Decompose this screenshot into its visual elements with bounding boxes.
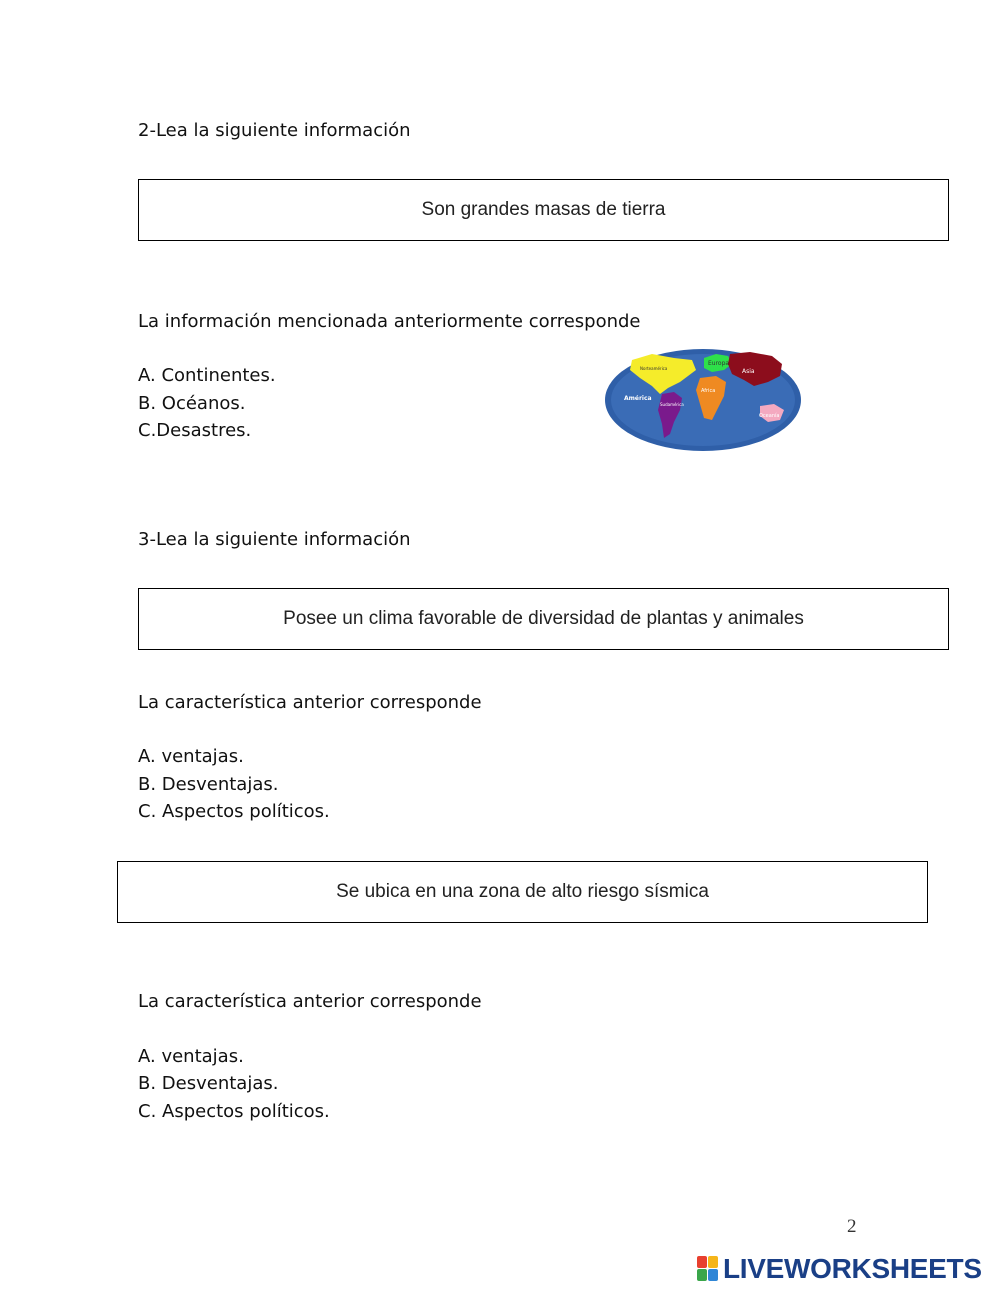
world-map-image bbox=[604, 348, 802, 452]
q3-info-text: Posee un clima favorable de diversidad de plantas y animales bbox=[283, 608, 804, 629]
q4-info-box bbox=[117, 861, 928, 923]
q4-info-text: Se ubica en una zona de alto riesgo sísmica bbox=[336, 881, 709, 902]
q4-option-c[interactable]: C. Aspectos políticos. bbox=[138, 1101, 330, 1122]
q3-option-a[interactable]: A. ventajas. bbox=[138, 746, 244, 767]
map-label-norteamerica: Norteamérica bbox=[640, 366, 668, 371]
liveworksheets-text: LIVEWORKSHEETS bbox=[723, 1253, 982, 1284]
q2-option-b[interactable]: B. Océanos. bbox=[138, 393, 246, 414]
q2-prompt: La información mencionada anteriormente corresponde bbox=[138, 311, 641, 332]
map-label-africa: Africa bbox=[701, 388, 716, 394]
q4-prompt: La característica anterior corresponde bbox=[138, 991, 482, 1012]
map-label-sudamerica: Sudamérica bbox=[660, 402, 684, 407]
q3-prompt: La característica anterior corresponde bbox=[138, 692, 482, 713]
q2-heading: 2-Lea la siguiente información bbox=[138, 120, 411, 141]
q3-info-box bbox=[138, 588, 949, 650]
map-label-oceania: Oceanía bbox=[759, 413, 780, 419]
q4-option-b[interactable]: B. Desventajas. bbox=[138, 1073, 279, 1094]
q2-option-c[interactable]: C.Desastres. bbox=[138, 420, 252, 441]
q3-option-b[interactable]: B. Desventajas. bbox=[138, 774, 279, 795]
liveworksheets-icon bbox=[697, 1256, 719, 1282]
q2-info-box bbox=[138, 179, 949, 241]
map-label-europa: Europa bbox=[708, 360, 730, 367]
map-label-asia: Asia bbox=[742, 368, 755, 375]
liveworksheets-logo[interactable] bbox=[697, 1252, 982, 1286]
q2-option-a[interactable]: A. Continentes. bbox=[138, 365, 276, 386]
q2-info-text: Son grandes masas de tierra bbox=[421, 199, 666, 220]
page-number: 2 bbox=[847, 1216, 857, 1237]
map-label-america: América bbox=[624, 395, 652, 402]
q3-option-c[interactable]: C. Aspectos políticos. bbox=[138, 801, 330, 822]
q4-option-a[interactable]: A. ventajas. bbox=[138, 1046, 244, 1067]
q3-heading: 3-Lea la siguiente información bbox=[138, 529, 411, 550]
